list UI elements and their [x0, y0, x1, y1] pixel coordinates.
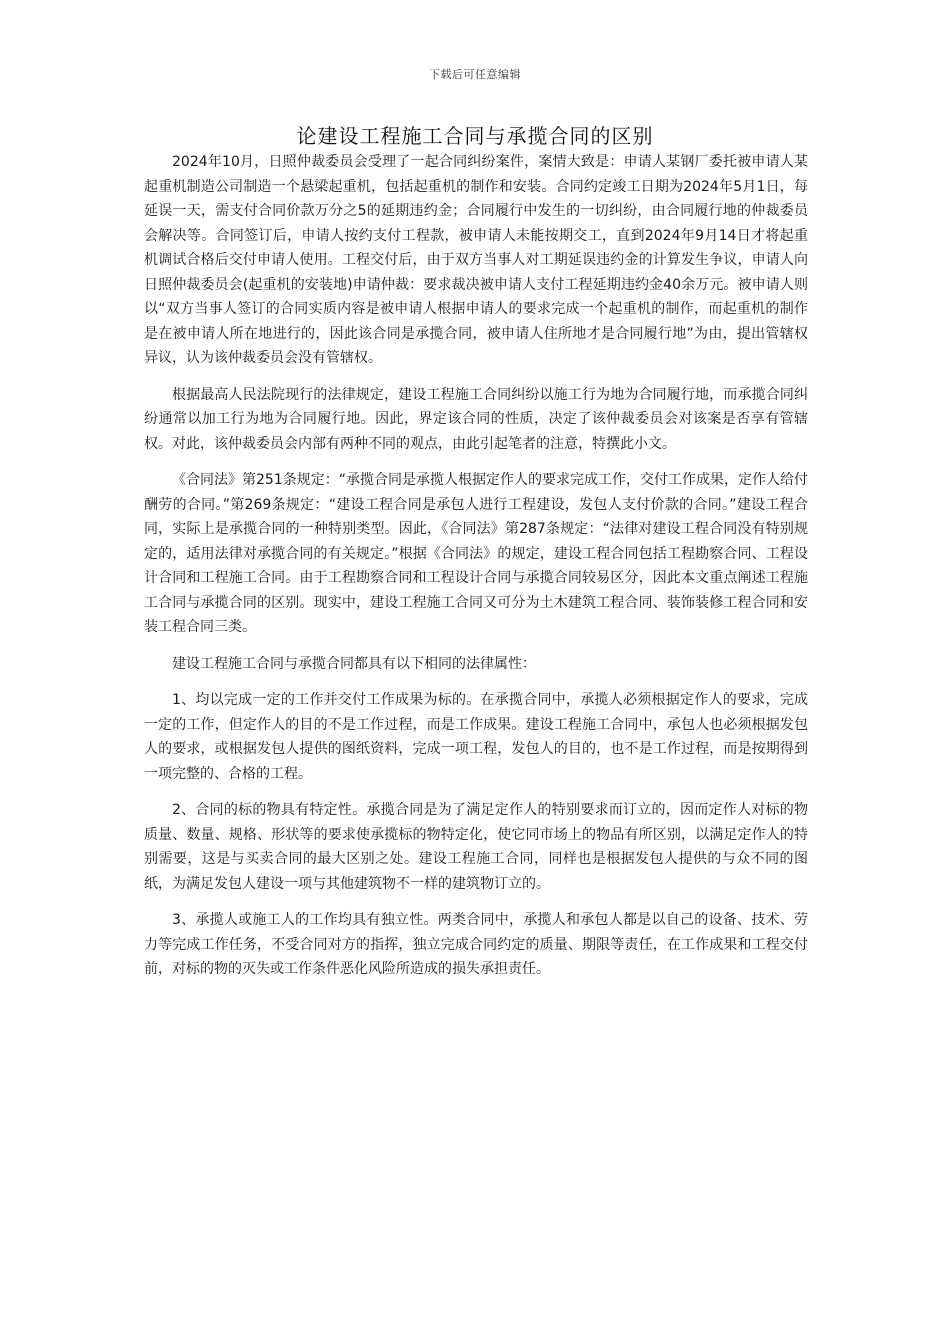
paragraph-attribute-3: 3、承揽人或施工人的工作均具有独立性。两类合同中，承揽人和承包人都是以自己的设备、技术、劳力等完成工作任务，不受合同对方的指挥，独立完成合同约定的质量、期限等责任，在工作成果和工程交付前，对标的物的灭失或工作条件恶化风险所造成的损失承担责任。 [144, 912, 808, 977]
document-body [144, 150, 808, 994]
paragraph-attribute-2: 2、合同的标的物具有特定性。承揽合同是为了满足定作人的特别要求而订立的，因而定作人对标的物质量、数量、规格、形状等的要求使承揽标的物特定化，使它同市场上的物品有所区别，以满足定作人的特别需要，这是与买卖合同的最大区别之处。建设工程施工合同，同样也是根据发包人提供的与众不同的图纸，为满足发包人建设一项与其他建筑物不一样的建筑物订立的。 [144, 802, 808, 892]
paragraph-legal-basis: 根据最高人民法院现行的法律规定，建设工程施工合同纠纷以施工行为地为合同履行地，而承揽合同纠纷通常以加工行为地为合同履行地。因此，界定该合同的性质，决定了该仲裁委员会对该案是否享有管辖权。对此，该仲裁委员会内部有两种不同的观点，由此引起笔者的注意，特撰此小文。 [144, 386, 808, 452]
paragraph-contract-law: 《合同法》第251条规定：“承揽合同是承揽人根据定作人的要求完成工作，交付工作成果，定作人给付酬劳的合同。”第269条规定：“建设工程合同是承包人进行工程建设，发包人支付价款的合同。”建设工程合同，实际上是承揽合同的一种特别类型。因此，《合同法》第287条规定：“法律对建设工程合同没有特别规定的，适用法律对承揽合同的有关规定。”根据《合同法》的规定，建设工程合同包括工程勘察合同、工程设计合同和工程施工合同。由于工程勘察合同和工程设计合同与承揽合同较易区分，因此本文重点阐述工程施工合同与承揽合同的区别。现实中，建设工程施工合同又可分为土木建筑工程合同、装饰装修工程合同和安装工程合同三类。 [144, 472, 808, 635]
header-note: 下载后可任意编辑 [429, 68, 521, 81]
document-title: 论建设工程施工合同与承揽合同的区别 [296, 124, 654, 148]
paragraph-attribute-1: 1、均以完成一定的工作并交付工作成果为标的。在承揽合同中，承揽人必须根据定作人的要求，完成一定的工作，但定作人的目的不是工作过程，而是工作成果。建设工程施工合同中，承包人也必须根据发包人的要求，或根据发包人提供的图纸资料，完成一项工程，发包人的目的，也不是工作过程，而是按期得到一项完整的、合格的工程。 [144, 692, 808, 782]
paragraph-common-attributes-intro: 建设工程施工合同与承揽合同都具有以下相同的法律属性： [172, 655, 536, 672]
paragraph-case-summary: 2024年10月，日照仲裁委员会受理了一起合同纠纷案件，案情大致是：申请人某钢厂委托被申请人某起重机制造公司制造一个悬梁起重机，包括起重机的制作和安装。合同约定竣工日期为2024年5月1日，每延误一天，需支付合同价款万分之5的延期违约金；合同履行中发生的一切纠纷，由合同履行地的仲裁委员会解决等。合同签订后，申请人按约支付工程款，被申请人未能按期交工，直到2024年9月14日才将起重机调试合格后交付申请人使用。工程交付后，由于双方当事人对工期延误违约金的计算发生争议，申请人向日照仲裁委员会(起重机的安装地)申请仲裁：要求裁决被申请人支付工程延期违约金40余万元。被申请人则以“双方当事人签订的合同实质内容是被申请人根据申请人的要求完成一个起重机的制作，而起重机的制作是在被申请人所在地进行的，因此该合同是承揽合同，被申请人住所地才是合同履行地”为由，提出管辖权异议，认为该仲裁委员会没有管辖权。 [144, 154, 808, 366]
